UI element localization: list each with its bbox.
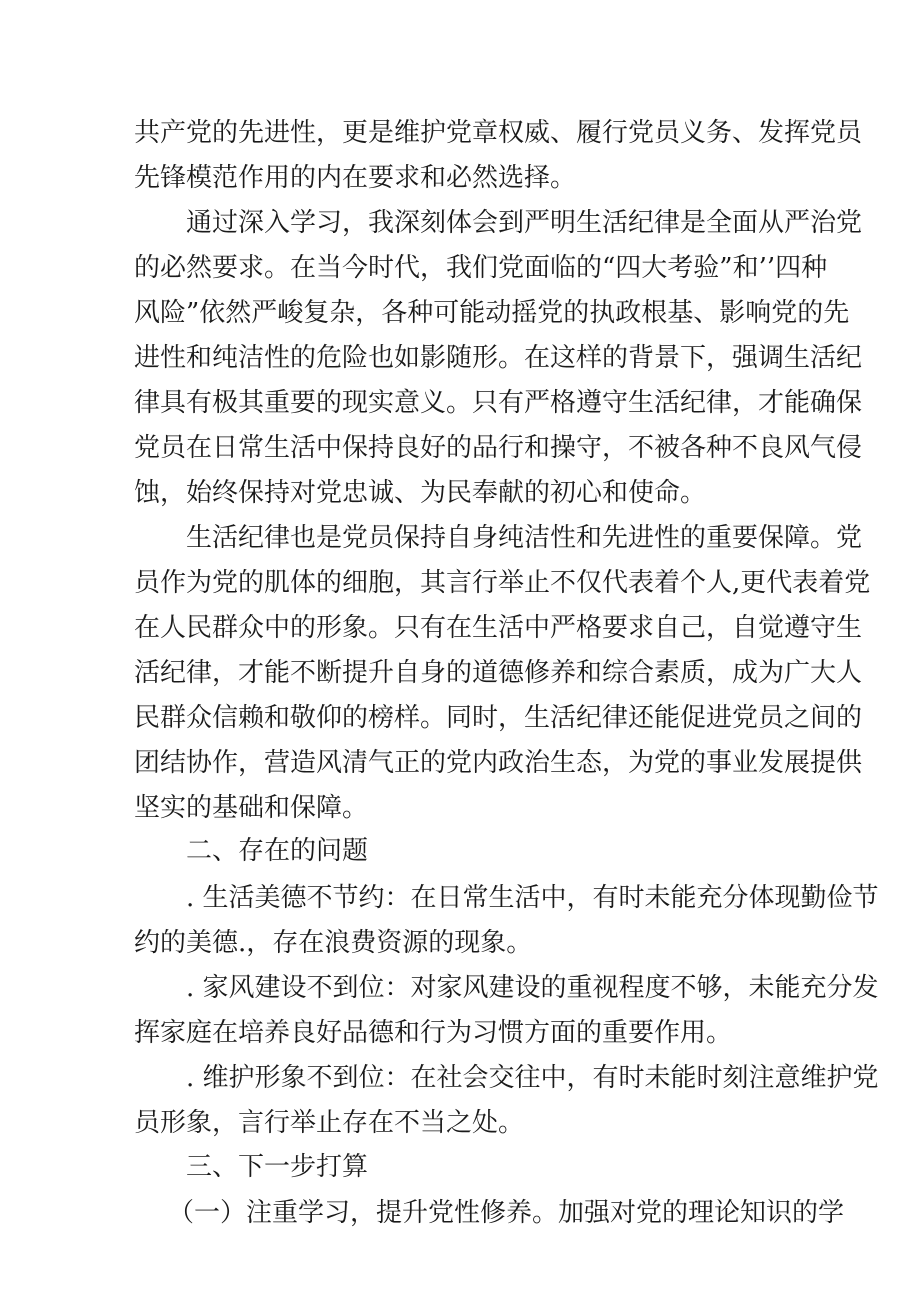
paragraph-line: 通过深入学习，我深刻体会到严明生活纪律是全面从严治党 bbox=[186, 208, 863, 238]
paragraph-line: 先锋模范作用的内在要求和必然选择。 bbox=[134, 163, 577, 193]
paragraph-line: 团结协作，营造风清气正的党内政治生态，为党的事业发展提供 bbox=[134, 748, 863, 778]
paragraph-line: . 维护形象不到位：在社会交往中，有时未能时刻注意维护党 bbox=[186, 1063, 879, 1093]
paragraph-line: 在人民群众中的形象。只有在生活中严格要求自己，自觉遵守生 bbox=[134, 613, 863, 643]
paragraph-line: 员形象，言行举止存在不当之处。 bbox=[134, 1108, 525, 1138]
paragraph-line: 党员在日常生活中保持良好的品行和操守，不被各种不良风气侵 bbox=[134, 433, 863, 463]
paragraph-line: 坚实的基础和保障。 bbox=[134, 793, 369, 823]
paragraph-line: （一）注重学习，提升党性修养。加强对党的理论知识的学 bbox=[168, 1198, 845, 1228]
paragraph-line: 生活纪律也是党员保持自身纯洁性和先进性的重要保障。党 bbox=[186, 523, 863, 553]
paragraph-line: 员作为党的肌体的细胞，其言行举止不仅代表着个人,更代表着党 bbox=[134, 568, 871, 598]
paragraph-line: 活纪律，才能不断提升自身的道德修养和综合素质，成为广大人 bbox=[134, 658, 863, 688]
paragraph-line: 约的美德.，存在浪费资源的现象。 bbox=[134, 928, 533, 958]
section-heading: 三、下一步打算 bbox=[186, 1152, 369, 1182]
paragraph-line: . 生活美德不节约：在日常生活中，有时未能充分体现勤俭节 bbox=[186, 883, 879, 913]
paragraph-line: 进性和纯洁性的危险也如影随形。在这样的背景下，强调生活纪 bbox=[134, 343, 863, 373]
paragraph-line: 共产党的先进性，更是维护党章权威、履行党员义务、发挥党员 bbox=[134, 118, 863, 148]
section-heading: 二、存在的问题 bbox=[186, 836, 369, 866]
paragraph-line: 民群众信赖和敬仰的榜样。同时，生活纪律还能促进党员之间的 bbox=[134, 703, 863, 733]
paragraph-line: 的必然要求。在当今时代，我们党面临的“四大考验”和’’四种 bbox=[134, 253, 828, 283]
paragraph-line: 蚀，始终保持对党忠诚、为民奉献的初心和使命。 bbox=[134, 478, 707, 508]
paragraph-line: 风险”依然严峻复杂，各种可能动摇党的执政根基、影响党的先 bbox=[134, 298, 850, 328]
paragraph-line: . 家风建设不到位：对家风建设的重视程度不够，未能充分发 bbox=[186, 973, 879, 1003]
paragraph-line: 挥家庭在培养良好品德和行为习惯方面的重要作用。 bbox=[134, 1018, 733, 1048]
paragraph-line: 律具有极其重要的现实意义。只有严格遵守生活纪律，才能确保 bbox=[134, 388, 863, 418]
